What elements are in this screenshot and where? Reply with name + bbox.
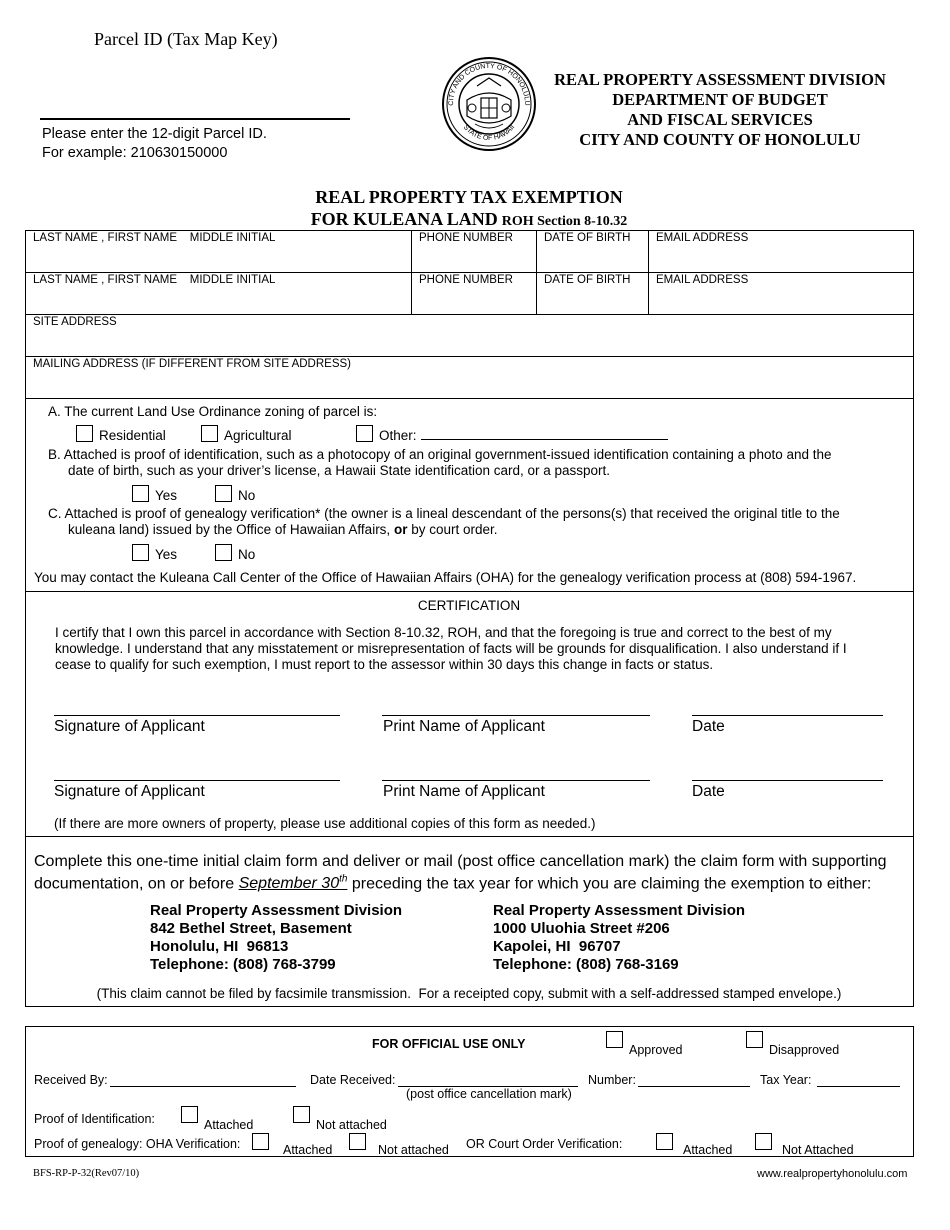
id-no-option[interactable]: No: [215, 485, 255, 503]
oha-attached-option[interactable]: Attached: [252, 1133, 332, 1153]
postmark-note: (post office cancellation mark): [406, 1087, 572, 1101]
zoning-agricultural-option[interactable]: Agricultural: [201, 425, 292, 443]
oha-contact-text: You may contact the Kuleana Call Center of the Office of Hawaiian Affairs (OHA) for the genealogy verification process at (808) 594-1967.: [34, 570, 857, 585]
proof-id-not-attached-option[interactable]: Not attached: [293, 1106, 387, 1126]
other-zoning-line[interactable]: [421, 439, 668, 440]
id-no-checkbox[interactable]: [215, 485, 232, 502]
signature-line-2[interactable]: [54, 780, 340, 781]
svg-text:CITY AND COUNTY OF HONOLULU: CITY AND COUNTY OF HONOLULU: [447, 62, 531, 106]
parcel-example: For example: 210630150000: [42, 145, 228, 161]
disapproved-option[interactable]: Disapproved: [746, 1031, 839, 1051]
proof-id-attached-option[interactable]: Attached: [181, 1106, 253, 1126]
parcel-id-input[interactable]: [40, 98, 352, 120]
applicant1-dob-cell[interactable]: DATE OF BIRTH: [544, 232, 631, 244]
form-id: BFS-RP-P-32(Rev07/10): [33, 1168, 140, 1179]
id-yes-option[interactable]: Yes: [132, 485, 177, 503]
mailing-address-cell[interactable]: MAILING ADDRESS (IF DIFFERENT FROM SITE ADDRESS): [33, 358, 351, 370]
other-checkbox[interactable]: [356, 425, 373, 442]
proof-id-label: Proof of Identification:: [34, 1112, 155, 1126]
court-attached-option[interactable]: Attached: [656, 1133, 732, 1153]
applicant2-name-cell[interactable]: LAST NAME , FIRST NAME MIDDLE INITIAL: [33, 274, 276, 286]
applicant1-phone-cell[interactable]: PHONE NUMBER: [419, 232, 513, 244]
date-received-label: Date Received:: [310, 1073, 396, 1087]
tax-year-label: Tax Year:: [760, 1073, 812, 1087]
proof-id-attached-checkbox[interactable]: [181, 1106, 198, 1123]
kapolei-office-address: Real Property Assessment Division 1000 Uluohia Street #206 Kapolei, HI 96707 Telephone: (808) 768-3169: [493, 902, 746, 973]
received-by-line[interactable]: [110, 1086, 296, 1087]
oha-not-attached-option[interactable]: Not attached: [349, 1133, 449, 1153]
delivery-instructions: Complete this one-time initial claim form and deliver or mail (post office cancellation mark) the claim form with supporting documentation, on or before September 30th preceding the tax year for which you are claiming the exemption to either:: [34, 853, 887, 893]
city-seal-icon: [441, 56, 537, 152]
applicant2-email-cell[interactable]: EMAIL ADDRESS: [656, 274, 749, 286]
additional-owners-note: (If there are more owners of property, please use additional copies of this form as needed.): [54, 816, 596, 831]
date-line-1[interactable]: [692, 715, 883, 716]
print-name-line-1[interactable]: [382, 715, 650, 716]
number-label: Number:: [588, 1073, 636, 1087]
proof-genealogy-label: Proof of genealogy: OHA Verification:: [34, 1137, 241, 1151]
website-link[interactable]: www.realpropertyhonolulu.com: [757, 1168, 908, 1180]
signature-label-2: Signature of Applicant: [54, 783, 205, 800]
genealogy-no-option[interactable]: No: [215, 544, 255, 562]
court-order-label: OR Court Order Verification:: [466, 1137, 623, 1151]
signature-label-1: Signature of Applicant: [54, 718, 205, 735]
print-name-label-1: Print Name of Applicant: [383, 718, 545, 735]
date-label-2: Date: [692, 783, 725, 800]
oha-attached-checkbox[interactable]: [252, 1133, 269, 1150]
applicant1-email-cell[interactable]: EMAIL ADDRESS: [656, 232, 749, 244]
honolulu-office-address: Real Property Assessment Division 842 Bethel Street, Basement Honolulu, HI 96813 Telephone: (808) 768-3799: [150, 902, 403, 973]
certification-heading: CERTIFICATION: [417, 598, 521, 613]
applicant2-dob-cell[interactable]: DATE OF BIRTH: [544, 274, 631, 286]
facsimile-note: (This claim cannot be filed by facsimile transmission. For a receipted copy, submit with a self-addressed stamped envelope.): [96, 986, 842, 1001]
genealogy-yes-checkbox[interactable]: [132, 544, 149, 561]
date-line-2[interactable]: [692, 780, 883, 781]
id-yes-checkbox[interactable]: [132, 485, 149, 502]
genealogy-yes-option[interactable]: Yes: [132, 544, 177, 562]
division-heading: REAL PROPERTY ASSESSMENT DIVISION DEPARTMENT OF BUDGET AND FISCAL SERVICES CITY AND COUNTY OF HONOLULU: [554, 70, 886, 149]
approved-checkbox[interactable]: [606, 1031, 623, 1048]
applicant2-phone-cell[interactable]: PHONE NUMBER: [419, 274, 513, 286]
deadline-date: September 30: [238, 875, 340, 893]
certification-text: I certify that I own this parcel in accordance with Section 8-10.32, ROH, and that the foregoing is true and correct to the best of my knowledge. I understand that any misstatement or misrepresentation of facts will be grounds for disqualification. I also understand if I cease to qualify for such exemption, I must report to the assessor within 30 days this change in facts or status.: [55, 625, 847, 672]
parcel-id-underline: [40, 118, 350, 120]
print-name-line-2[interactable]: [382, 780, 650, 781]
oha-not-attached-checkbox[interactable]: [349, 1133, 366, 1150]
number-line[interactable]: [638, 1086, 750, 1087]
site-address-cell[interactable]: SITE ADDRESS: [33, 316, 117, 328]
form-title: REAL PROPERTY TAX EXEMPTION: [315, 187, 623, 207]
disapproved-checkbox[interactable]: [746, 1031, 763, 1048]
svg-text:STATE OF HAWAII: STATE OF HAWAII: [461, 123, 517, 143]
question-a-text: A. The current Land Use Ordinance zoning of parcel is:: [48, 404, 378, 419]
zoning-residential-option[interactable]: Residential: [76, 425, 166, 443]
question-c-text-1: C. Attached is proof of genealogy verification* (the owner is a lineal descendant of the persons(s) that received the original title to the: [48, 506, 840, 521]
date-label-1: Date: [692, 718, 725, 735]
approved-option[interactable]: Approved: [606, 1031, 683, 1051]
question-b-text-2: date of birth, such as your driver’s license, a Hawaii State identification card, or a passport.: [68, 463, 611, 478]
official-use-heading: FOR OFFICIAL USE ONLY: [372, 1037, 526, 1051]
parcel-instruction: Please enter the 12-digit Parcel ID.: [42, 126, 267, 142]
print-name-label-2: Print Name of Applicant: [383, 783, 545, 800]
received-by-label: Received By:: [34, 1073, 108, 1087]
zoning-other-option[interactable]: Other:: [356, 425, 417, 443]
tax-year-line[interactable]: [817, 1086, 900, 1087]
genealogy-no-checkbox[interactable]: [215, 544, 232, 561]
form-subtitle: FOR KULEANA LAND ROH Section 8-10.32: [310, 209, 628, 229]
parcel-id-label: Parcel ID (Tax Map Key): [94, 29, 278, 49]
court-attached-checkbox[interactable]: [656, 1133, 673, 1150]
signature-line-1[interactable]: [54, 715, 340, 716]
question-c-text-2: kuleana land) issued by the Office of Hawaiian Affairs, or by court order.: [68, 522, 498, 537]
applicant1-name-cell[interactable]: LAST NAME , FIRST NAME MIDDLE INITIAL: [33, 232, 276, 244]
court-not-attached-checkbox[interactable]: [755, 1133, 772, 1150]
agricultural-checkbox[interactable]: [201, 425, 218, 442]
court-not-attached-option[interactable]: Not Attached: [755, 1133, 854, 1153]
residential-checkbox[interactable]: [76, 425, 93, 442]
proof-id-not-attached-checkbox[interactable]: [293, 1106, 310, 1123]
question-b-text-1: B. Attached is proof of identification, such as a photocopy of an original government-issued identification containing a photo and the: [48, 447, 832, 462]
